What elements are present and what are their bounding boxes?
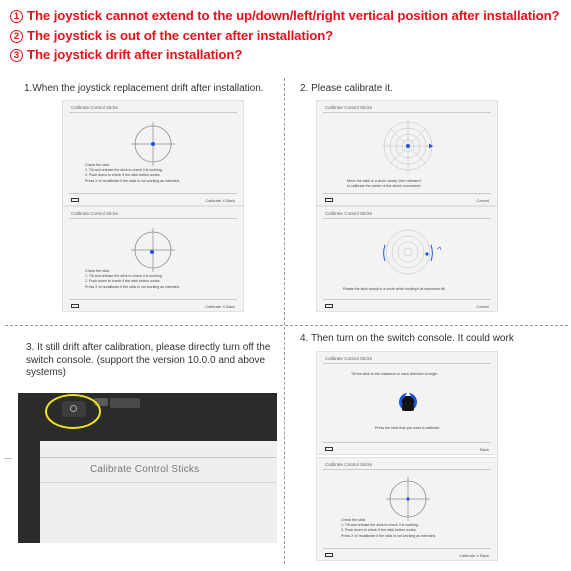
calibrate-screen-check-1: [62, 100, 244, 206]
step-4-caption: 4. Then turn on the switch console. It could work: [300, 333, 514, 344]
screen-footer: Calibrate X Back: [205, 304, 235, 309]
screen-header: Calibrate Control Sticks: [71, 211, 119, 216]
screen-line: Press X to recalibrate if the stick is not working as intended.: [341, 533, 436, 538]
circled-number-3: 3: [10, 49, 23, 62]
question-1-text: The joystick cannot extend to the up/down/left/right vertical position after installation?: [27, 8, 560, 23]
stick-radial-target: [377, 115, 439, 177]
screen-line: 2. Push down to check if the stick button works.: [85, 173, 161, 178]
calibrate-screen-center: [316, 100, 498, 206]
question-1: [10, 8, 559, 23]
screen-header: Calibrate Control Sticks: [71, 105, 119, 110]
battery-icon: [325, 553, 333, 557]
screen-header: Calibrate Control Sticks: [325, 356, 373, 361]
screen-line: Press X to recalibrate if the stick is not working as intended.: [85, 284, 180, 289]
screen-line: 2. Push down to check if the stick button works.: [85, 279, 161, 284]
battery-icon: [325, 304, 333, 308]
stick-crosshair: [128, 225, 178, 275]
screen-line: to calibrate the center of the stick's movement.: [347, 184, 421, 189]
question-3-text: The joystick drift after installation?: [27, 47, 243, 62]
question-2-text: The joystick is out of the center after installation?: [27, 28, 334, 43]
switch-console-photo: [18, 393, 277, 543]
step-1-caption: 1.When the joystick replacement drift after installation.: [24, 83, 264, 94]
screen-footer: Calibrate X Back: [459, 553, 489, 558]
question-2: [10, 28, 333, 43]
console-screen-label: Calibrate Control Sticks: [90, 464, 200, 475]
console-screen: [40, 441, 277, 543]
screen-line: 2. Push down to check if the stick button works.: [341, 528, 417, 533]
screen-footer: Back: [480, 447, 489, 452]
battery-icon: [325, 198, 333, 202]
screen-line: Check the stick: [341, 518, 366, 522]
screen-footer: Calibrate X Back: [205, 198, 235, 203]
step-3-caption: 3. It still drift after calibration, please directly turn off the switch console. (support the version 10.0.0 and above systems): [26, 342, 271, 378]
screen-header: Calibrate Control Sticks: [325, 105, 373, 110]
screen-header: Calibrate Control Sticks: [325, 211, 373, 216]
stick-crosshair: [128, 119, 178, 169]
screen-line: Rotate the stick slowly in a circle while holding it at maximum tilt.: [343, 287, 446, 291]
calibrate-screen-check-2: [62, 206, 244, 312]
battery-icon: [71, 304, 79, 308]
screen-line: Press X to recalibrate if the stick is not working as intended.: [85, 178, 180, 183]
screen-line: Press the stick that you want to calibrate.: [375, 426, 441, 430]
battery-icon: [71, 198, 79, 202]
screen-header: Calibrate Control Sticks: [325, 462, 373, 467]
screen-line: Tilt the stick to the maximum in each direction to begin.: [351, 372, 439, 376]
question-3: [10, 47, 242, 62]
step-2-caption: 2. Please calibrate it.: [300, 83, 393, 94]
screen-line: 1. Tilt and release the stick to check it is working.: [85, 168, 163, 173]
horizontal-divider: [5, 325, 568, 326]
stick-crosshair: [383, 474, 433, 524]
screen-footer: Cancel: [476, 198, 489, 203]
stick-press-icon: [397, 390, 419, 414]
highlight-ring: [45, 394, 101, 429]
screen-line: Move the stick in a circle slowly, then release it: [347, 179, 422, 183]
stick-rotate-target: [377, 221, 449, 283]
screen-line: Check the stick: [85, 269, 110, 273]
screen-line: Check the stick: [85, 163, 110, 167]
calibrate-screen-start: [316, 351, 498, 455]
calibrate-screen-check-3: [316, 457, 498, 561]
circled-number-1: 1: [10, 10, 23, 23]
circled-number-2: 2: [10, 30, 23, 43]
screen-line: 1. Tilt and release the stick to check it is working.: [85, 274, 163, 279]
screen-footer: Cancel: [476, 304, 489, 309]
battery-icon: [325, 447, 333, 451]
screen-line: 1. Tilt and release the stick to check it is working.: [341, 523, 419, 528]
vertical-divider: [284, 78, 285, 564]
calibrate-screen-rotate: [316, 206, 498, 312]
volume-rocker: [110, 398, 140, 408]
